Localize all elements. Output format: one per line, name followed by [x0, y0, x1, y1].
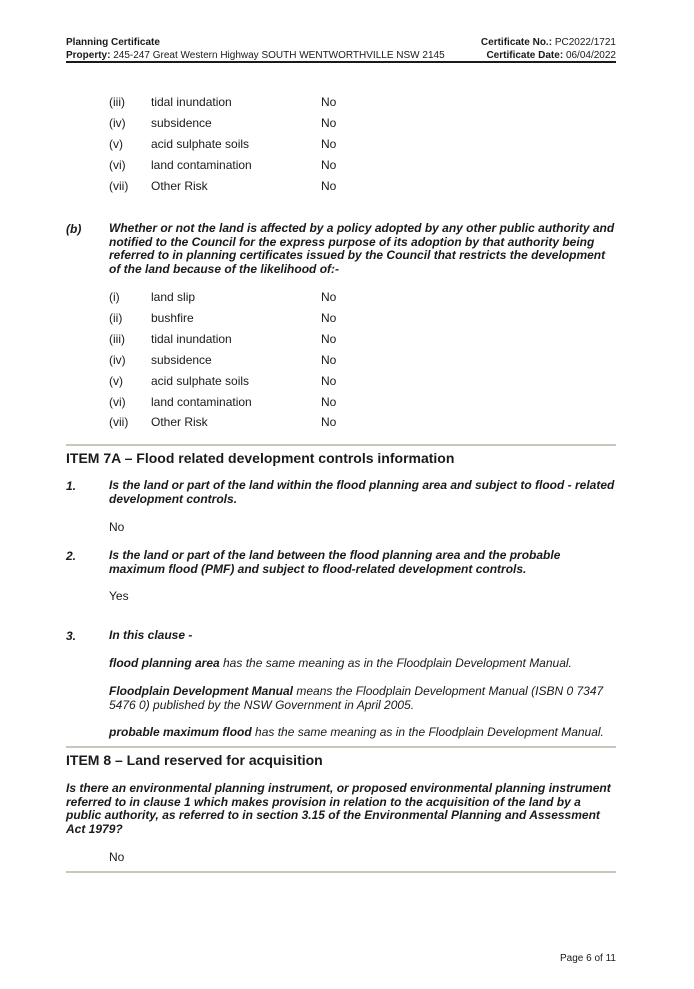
list-item-val: No	[321, 311, 337, 325]
certificate-number: Certificate No.: PC2022/1721	[480, 37, 616, 48]
list-item-num: (iv)	[109, 353, 126, 367]
list-item-num: (vii)	[109, 415, 129, 429]
question-2-number: 2.	[66, 549, 77, 563]
item-8-question-line: public authority, as referred to in section 3.15 of the Environmental Planning and Assessment	[66, 808, 600, 822]
list-item-desc: Other Risk	[151, 415, 208, 429]
question-1-number: 1.	[66, 479, 77, 493]
certificate-date: Certificate Date: 06/04/2022	[486, 50, 616, 61]
definition-floodplain-manual: Floodplain Development Manual means the Floodplain Development Manual (ISBN 0 7347	[109, 684, 604, 698]
definition-flood-planning-area: flood planning area has the same meaning as in the Floodplain Development Manual.	[109, 656, 572, 670]
item-7a-heading: ITEM 7A – Flood related development controls information	[66, 450, 455, 466]
item-8-question-line: Act 1979?	[66, 821, 123, 836]
item-8-question-line: referred to in clause 1 which makes provision in relation to the acquisition of the land by a	[66, 794, 581, 809]
list-item-val: No	[321, 290, 337, 304]
list-item-val: No	[321, 415, 337, 429]
definition-floodplain-manual-cont: 5476 0) published by the NSW Government in April 2005.	[109, 698, 415, 712]
list-item-num: (vi)	[109, 395, 126, 409]
list-item-num: (iii)	[109, 95, 125, 109]
list-item-desc: tidal inundation	[151, 95, 232, 109]
item-8-heading: ITEM 8 – Land reserved for acquisition	[66, 752, 323, 768]
certificate-title: Planning Certificate	[66, 37, 160, 48]
list-item-desc: land contamination	[151, 158, 252, 172]
list-item-val: No	[321, 332, 337, 346]
question-2-answer: Yes	[109, 589, 129, 603]
list-item-desc: land contamination	[151, 395, 252, 409]
section-divider	[66, 746, 616, 748]
list-item-desc: subsidence	[151, 116, 212, 130]
list-item-num: (iv)	[109, 116, 126, 130]
section-b-question-line: notified to the Council for the express purpose of its adoption by that authority being	[109, 234, 595, 249]
question-3-text: In this clause -	[109, 628, 193, 642]
list-item-val: No	[321, 158, 337, 172]
list-item-desc: Other Risk	[151, 179, 208, 193]
list-item-val: No	[321, 95, 337, 109]
section-b-question-line: of the land because of the likelihood of:-	[109, 261, 340, 276]
section-divider	[66, 444, 616, 446]
question-1-line: development controls.	[109, 491, 238, 506]
list-item-num: (vi)	[109, 158, 126, 172]
section-b-question-line: Whether or not the land is affected by a policy adopted by any other public authority and	[109, 221, 615, 235]
item-8-question-line: Is there an environmental planning instrument, or proposed environmental planning instrument	[66, 781, 611, 795]
definition-probable-maximum-flood: probable maximum flood has the same meaning as in the Floodplain Development Manual.	[109, 725, 604, 739]
question-2-line: maximum flood (PMF) and subject to flood-related development controls.	[109, 561, 527, 576]
list-item-desc: acid sulphate soils	[151, 137, 250, 151]
list-item-desc: tidal inundation	[151, 332, 232, 346]
list-item-desc: acid sulphate soils	[151, 374, 250, 388]
list-item-num: (i)	[109, 290, 120, 304]
list-item-num: (v)	[109, 374, 123, 388]
list-item-num: (vii)	[109, 179, 129, 193]
list-item-num: (iii)	[109, 332, 125, 346]
list-item-val: No	[321, 374, 337, 388]
header-rule	[66, 61, 616, 63]
list-item-val: No	[321, 137, 337, 151]
section-b-label: (b)	[66, 222, 82, 236]
page-number: Page 6 of 11	[560, 953, 616, 964]
section-divider	[66, 871, 616, 873]
list-item-desc: bushfire	[151, 311, 194, 325]
list-item-desc: land slip	[151, 290, 196, 304]
property-line: Property: 245-247 Great Western Highway SOUTH WENTWORTHVILLE NSW 2145	[66, 50, 445, 61]
list-item-val: No	[321, 395, 337, 409]
section-b-question-line: referred to in planning certificates issued by the Council that restricts the development	[109, 248, 606, 262]
question-1-answer: No	[109, 520, 125, 534]
list-item-val: No	[321, 353, 337, 367]
list-item-num: (ii)	[109, 311, 123, 325]
list-item-val: No	[321, 179, 337, 193]
question-3-number: 3.	[66, 629, 77, 643]
list-item-num: (v)	[109, 137, 123, 151]
list-item-val: No	[321, 116, 337, 130]
question-1-line: Is the land or part of the land within the flood planning area and subject to flood - related	[109, 478, 615, 492]
list-item-desc: subsidence	[151, 353, 212, 367]
item-8-answer: No	[109, 850, 125, 864]
question-2-line: Is the land or part of the land between the flood planning area and the probable	[109, 548, 561, 562]
